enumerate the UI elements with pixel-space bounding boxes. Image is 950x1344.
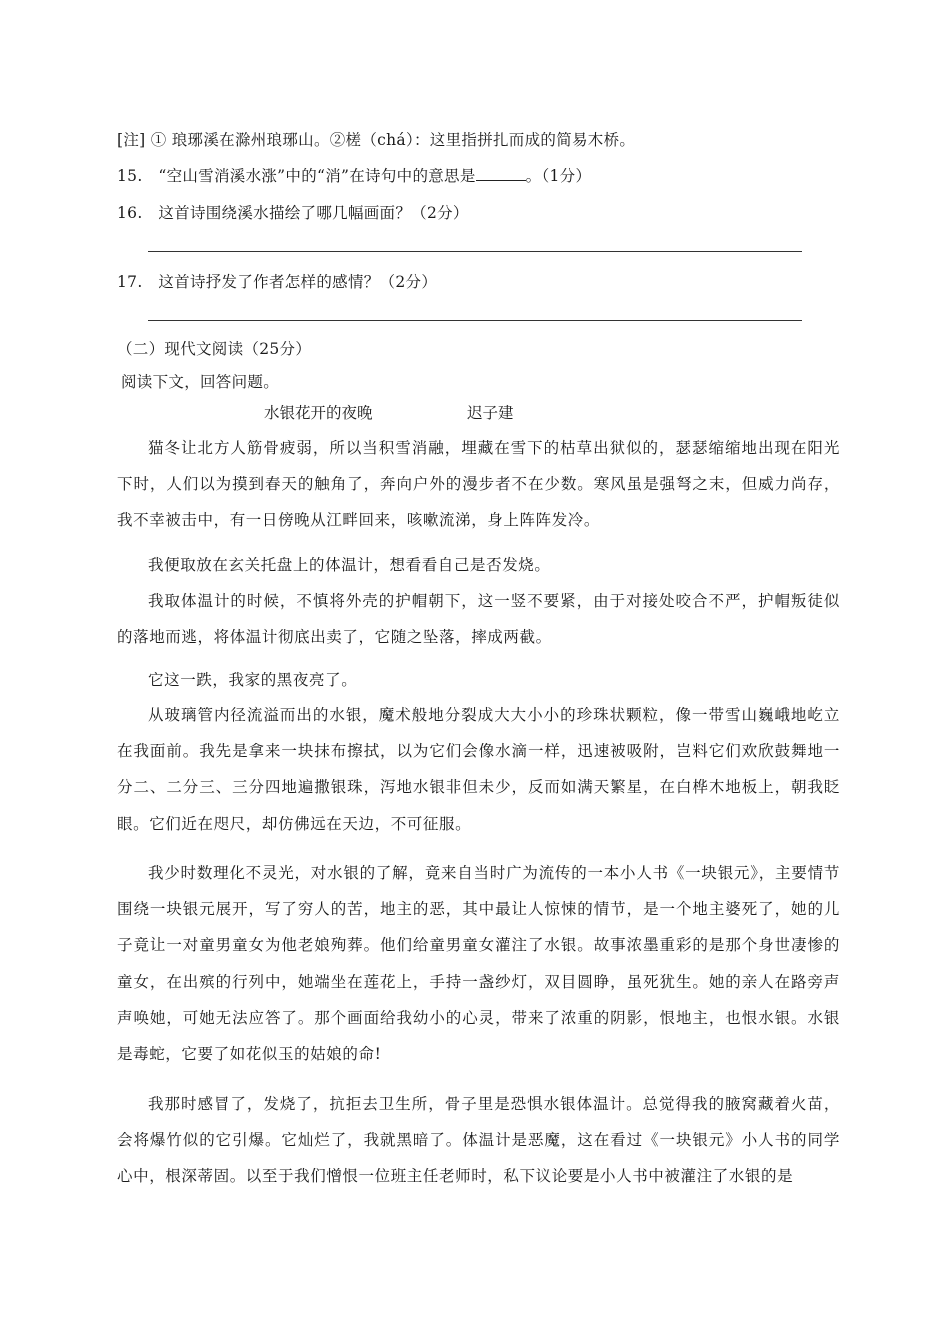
article-paragraph: 我便取放在玄关托盘上的体温计，想看看自己是否发烧。	[148, 556, 551, 574]
answer-line-16[interactable]	[148, 251, 802, 252]
question-16: 16. 这首诗围绕溪水描绘了哪几幅画面？（2分）	[117, 204, 469, 222]
article-paragraph: 猫冬让北方人筋骨疲弱，所以当积雪消融，埋藏在雪下的枯草出狱似的，瑟瑟缩缩地出现在阳光下时，人们以为摸到春天的触角了，奔向户外的漫步者不在少数。寒风虽是强弩之末，但威力尚存，我不幸被击中，有一日傍晚从江畔回来，咳嗽流涕，身上阵阵发冷。	[117, 439, 840, 530]
question-15-score: 。（1分）	[525, 167, 592, 185]
article-paragraph: 我取体温计的时候，不慎将外壳的护帽朝下，这一竖不要紧，由于对接处咬合不严，护帽叛徒似的落地而逃，将体温计彻底出卖了，它随之坠落，摔成两截。	[117, 592, 840, 647]
question-15-text: 15. “空山雪消溪水涨”中的“消”在诗句中的意思是	[117, 167, 476, 185]
article-paragraph: 从玻璃管内径流溢而出的水银，魔术般地分裂成大大小小的珍珠状颗粒，像一带雪山巍峨地屹立在我面前。我先是拿来一块抹布擦拭，以为它们会像水滴一样，迅速被吸附，岂料它们欢欣鼓舞地一分二、二分三、三分四地遍撒银珠，泻地水银非但未少，反而如满天繁星，在白桦木地板上，朝我眨眼。它们近在咫尺，却仿佛远在天边，不可征服。	[117, 706, 840, 833]
article-title: 水银花开的夜晚	[264, 404, 373, 422]
article-paragraph: 我少时数理化不灵光，对水银的了解，竟来自当时广为流传的一本小人书《一块银元》，主要情节围绕一块银元展开，写了穷人的苦，地主的恶，其中最让人惊悚的情节，是一个地主婆死了，她的儿子竟让一对童男童女为他老娘殉葬。他们给童男童女灌注了水银。故事浓墨重彩的是那个身世凄惨的童女，在出殡的行列中，她端坐在莲花上，手持一盏纱灯，双目圆睁，虽死犹生。她的亲人在路旁声声唤她，可她无法应答了。那个画面给我幼小的心灵，带来了浓重的阴影，恨地主，也恨水银。水银是毒蛇，它要了如花似玉的姑娘的命!	[117, 864, 840, 1064]
reading-instruction: 阅读下文，回答问题。	[121, 373, 280, 391]
article-paragraph: 我那时感冒了，发烧了，抗拒去卫生所，骨子里是恐惧水银体温计。总觉得我的腋窝藏着火苗，会将爆竹似的它引爆。它灿烂了，我就黑暗了。体温计是恶魔，这在看过《一块银元》小人书的同学心中，根深蒂固。以至于我们憎恨一位班主任老师时，私下议论要是小人书中被灌注了水银的是	[117, 1095, 840, 1186]
section-heading: （二）现代文阅读（25分）	[117, 340, 312, 358]
article-author: 迟子建	[467, 404, 514, 422]
answer-blank-15[interactable]	[476, 166, 526, 181]
article-paragraph: 它这一跌，我家的黑夜亮了。	[148, 671, 358, 689]
question-15	[117, 164, 591, 186]
question-17: 17. 这首诗抒发了作者怎样的感情？（2分）	[117, 273, 438, 291]
poem-note: [注] ① 琅琊溪在滁州琅琊山。②槎（chá）：这里指拼扎而成的简易木桥。	[117, 131, 636, 149]
answer-line-17[interactable]	[148, 320, 802, 321]
